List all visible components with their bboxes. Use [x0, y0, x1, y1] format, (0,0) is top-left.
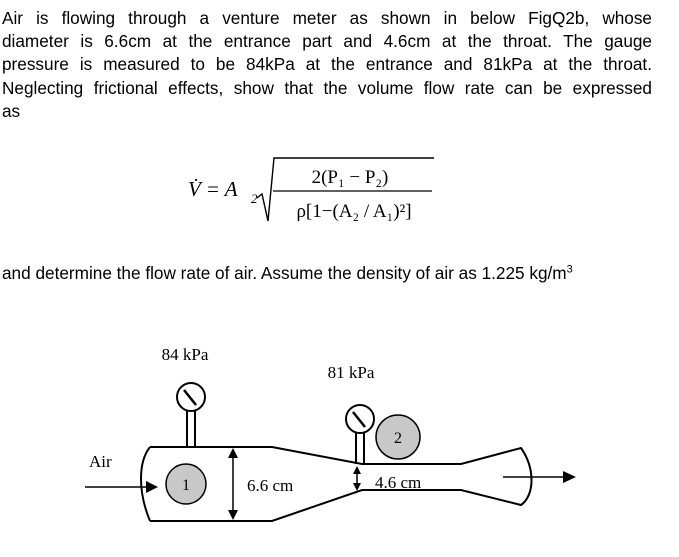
formula-lhs: V̇ = A: [188, 177, 238, 201]
paragraph-line: Air is flowing through a venture meter as shown in below FigQ2b, whose: [2, 8, 652, 28]
paragraph-line: Neglecting frictional effects, show that the volume flow rate can be expressed: [2, 77, 652, 98]
diameter-1-dimension: [228, 448, 238, 520]
gauge-2: [346, 405, 374, 464]
diameter-2-dimension: [353, 466, 361, 491]
formula-denominator: ρ[1−(A₂ / A₁)²]: [296, 201, 412, 222]
air-label: Air: [89, 452, 112, 471]
diameter-2-label: 4.6 cm: [375, 473, 422, 492]
outlet-arrow: [503, 471, 576, 483]
paragraph-line: pressure is measured to be 84kPa at the entrance and 81kPa at the throat.: [2, 54, 652, 75]
paragraph-line: as: [2, 100, 21, 121]
station-1-label: 1: [182, 477, 190, 494]
paragraph-line: diameter is 6.6cm at the entrance part and 4.6cm at the throat. The gauge: [2, 31, 652, 52]
units-superscript: 3: [566, 263, 573, 276]
paragraph2-text: and determine the flow rate of air. Assume the density of air as 1.225 kg/m: [2, 263, 567, 283]
station-2-label: 2: [394, 430, 402, 447]
formula-numerator: 2(P₁ − P₂): [311, 167, 389, 188]
diameter-1-label: 6.6 cm: [247, 476, 294, 495]
gauge-2-label: 81 kPa: [327, 363, 375, 382]
inlet-arrow: [85, 481, 158, 493]
gauge-1-label: 84 kPa: [161, 345, 209, 364]
gauge-1: [177, 383, 205, 447]
formula-lhs-subscript: 2: [251, 191, 258, 206]
